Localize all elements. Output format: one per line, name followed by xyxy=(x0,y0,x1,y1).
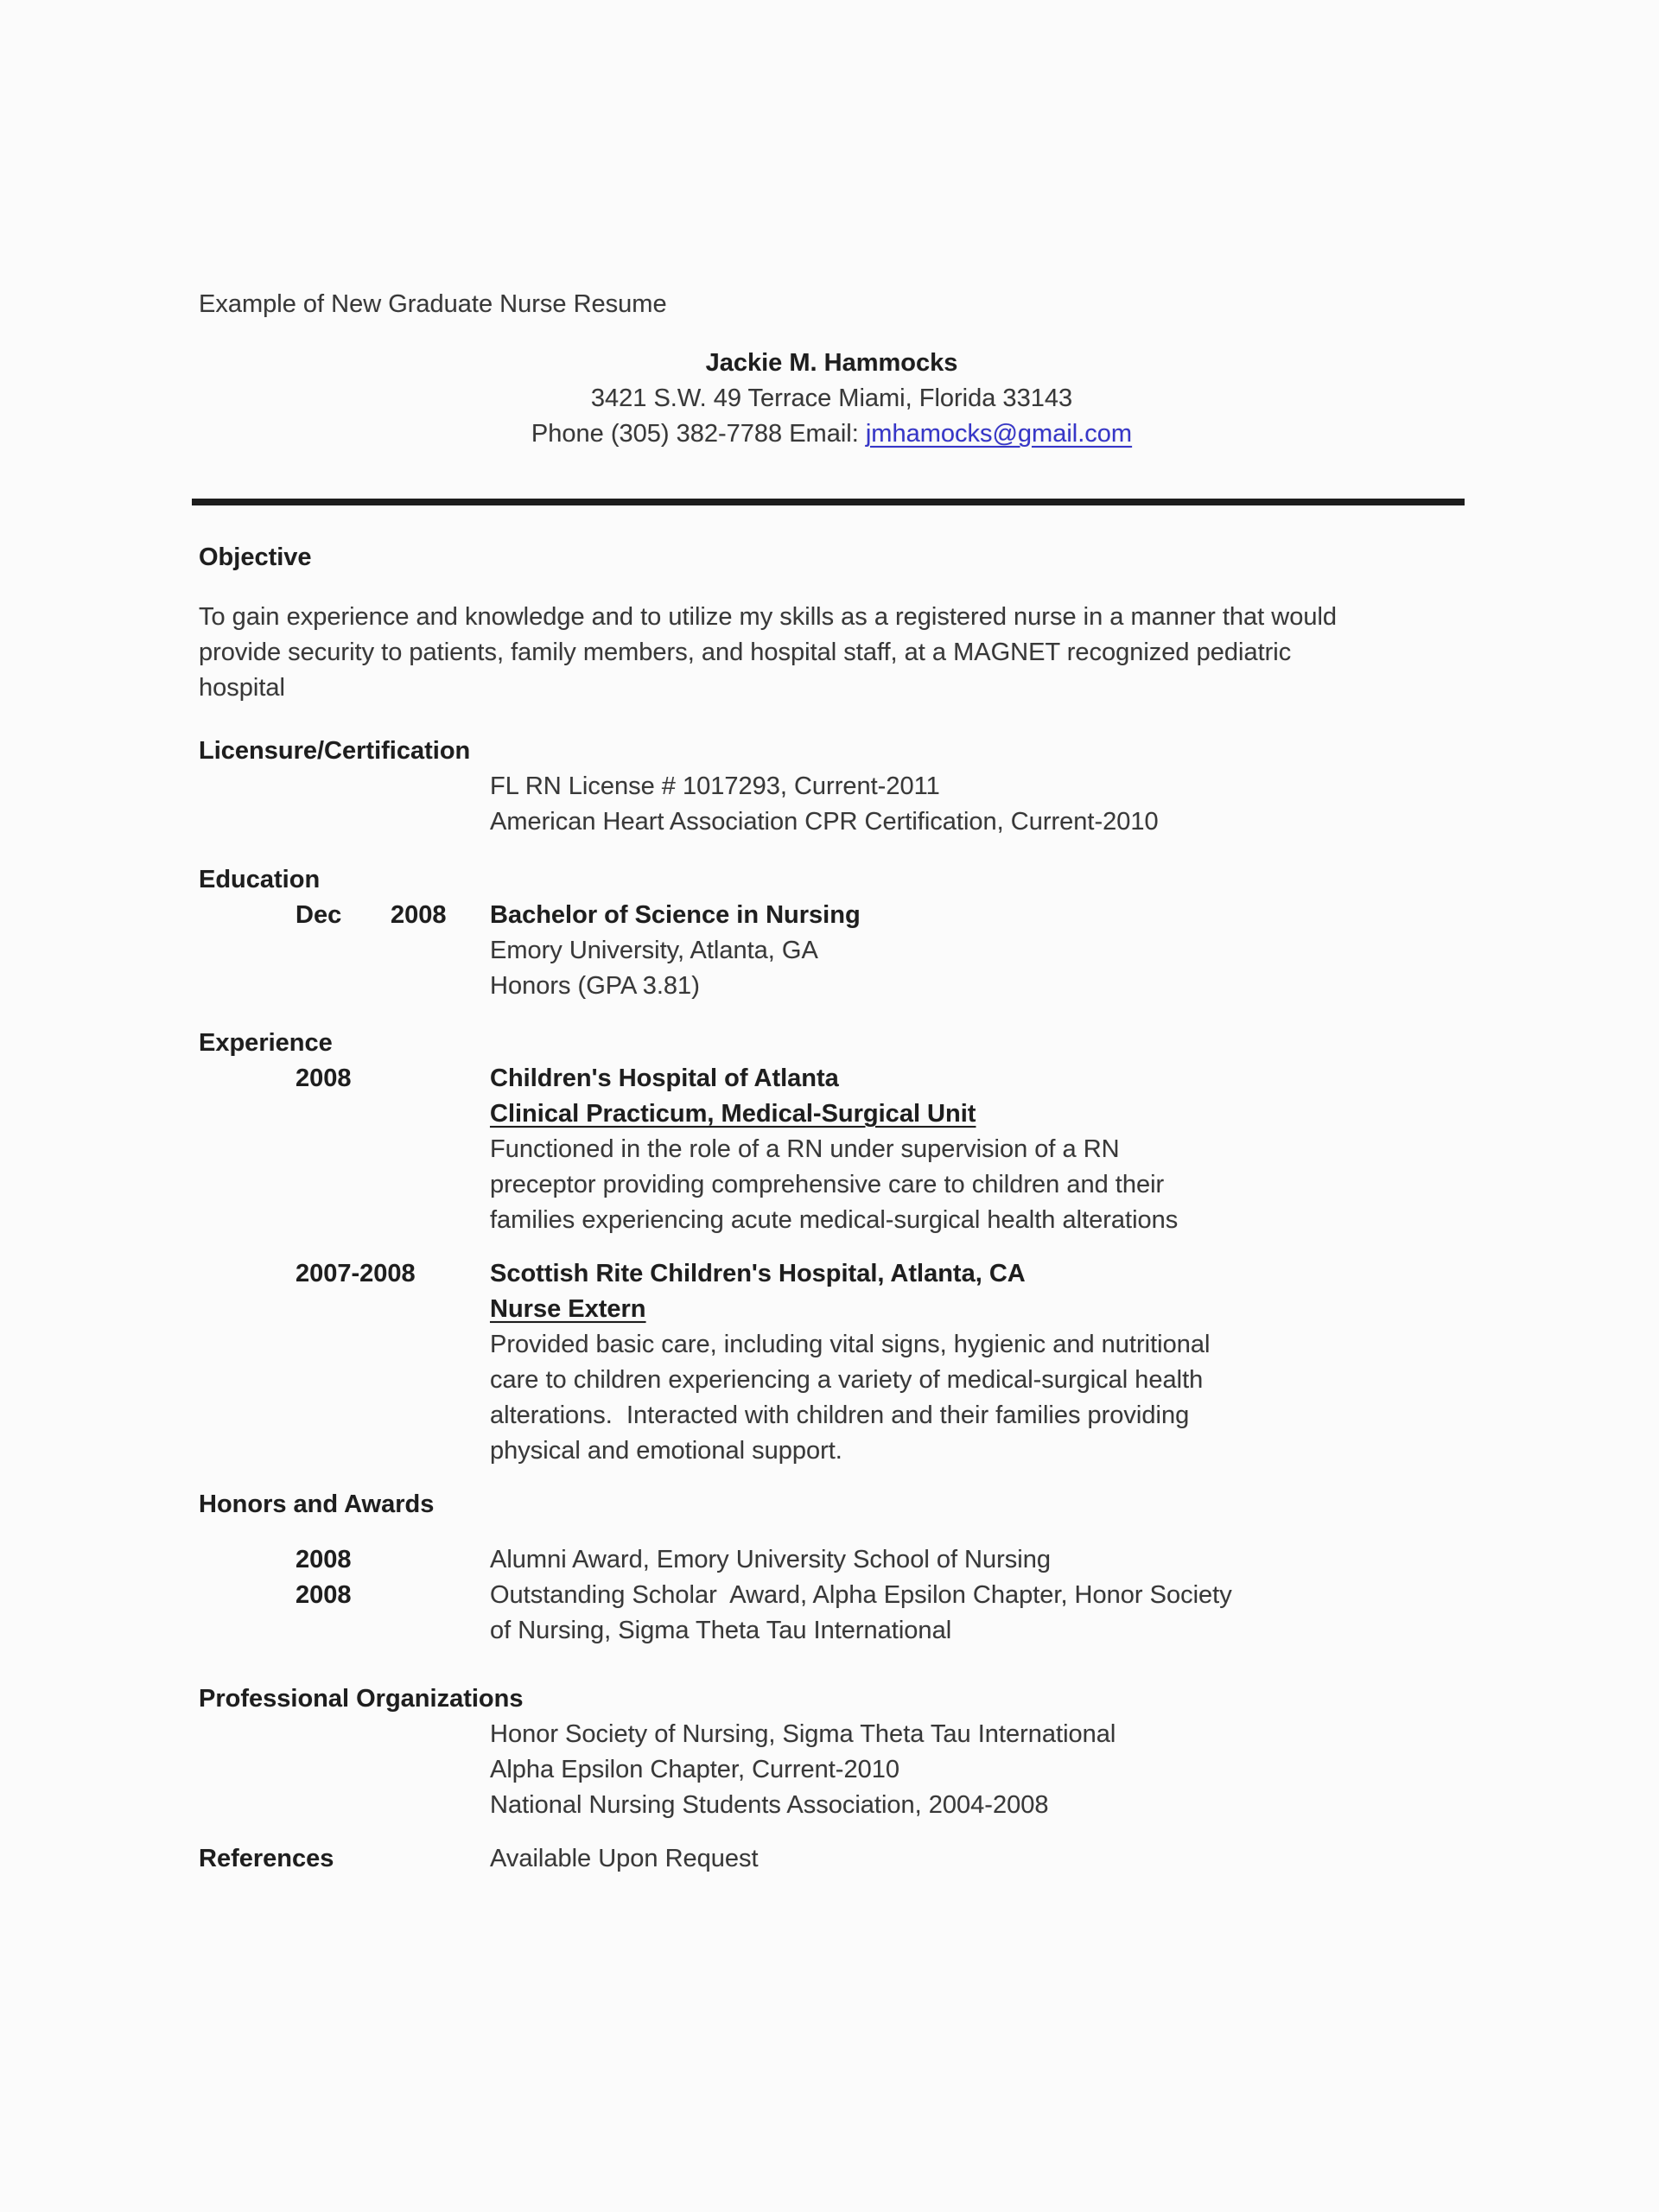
section-references xyxy=(199,1841,1465,1877)
job-description-line: alterations. Interacted with children and their families providing xyxy=(490,1402,1190,1429)
job-description-line: Provided basic care, including vital signs, hygienic and nutritional xyxy=(490,1331,1211,1358)
organization-item: Alpha Epsilon Chapter, Current-2010 xyxy=(490,1756,899,1783)
resume-header xyxy=(199,346,1465,452)
objective-paragraph xyxy=(199,600,1465,706)
job-details xyxy=(490,1061,1465,1238)
section-objective xyxy=(199,540,1465,706)
experience-heading: Experience xyxy=(199,1029,333,1057)
experience-entry xyxy=(199,1256,1465,1469)
references-heading: References xyxy=(199,1845,334,1872)
education-year: 2008 xyxy=(391,901,447,929)
organizations-heading: Professional Organizations xyxy=(199,1685,524,1713)
award-line: of Nursing, Sigma Theta Tau International xyxy=(490,1617,952,1644)
licensure-item: American Heart Association CPR Certification, Current-2010 xyxy=(490,808,1159,836)
objective-line: To gain experience and knowledge and to utilize my skills as a registered nurse in a manner that would xyxy=(199,603,1338,631)
job-description-line: Functioned in the role of a RN under supervision of a RN xyxy=(490,1135,1120,1163)
person-name: Jackie M. Hammocks xyxy=(705,349,958,377)
award-line: Alumni Award, Emory University School of Nursing xyxy=(490,1546,1051,1573)
education-honors: Honors (GPA 3.81) xyxy=(490,972,700,1000)
job-description-line: physical and emotional support. xyxy=(490,1437,842,1465)
education-degree: Bachelor of Science in Nursing xyxy=(490,901,861,929)
award-entry xyxy=(199,1542,1465,1578)
email-link[interactable]: jmhamocks@gmail.com xyxy=(865,420,1133,448)
honors-heading: Honors and Awards xyxy=(199,1491,435,1518)
award-line: Outstanding Scholar Award, Alpha Epsilon Chapter, Honor Society xyxy=(490,1581,1232,1609)
award-year: 2008 xyxy=(296,1546,352,1573)
awards-list xyxy=(199,1542,1465,1649)
licensure-heading: Licensure/Certification xyxy=(199,737,471,765)
section-licensure xyxy=(199,734,1465,840)
job-dates: 2008 xyxy=(296,1065,352,1092)
section-experience xyxy=(199,1026,1465,1469)
job-employer: Children's Hospital of Atlanta xyxy=(490,1065,839,1092)
job-description-line: preceptor providing comprehensive care to children and their xyxy=(490,1171,1165,1198)
job-description-line: families experiencing acute medical-surgical health alterations xyxy=(490,1206,1179,1234)
job-dates: 2007-2008 xyxy=(296,1260,416,1287)
education-school: Emory University, Atlanta, GA xyxy=(490,937,818,964)
award-details xyxy=(490,1578,1465,1649)
education-details xyxy=(490,898,1465,1004)
objective-line: hospital xyxy=(199,674,285,702)
organization-item: National Nursing Students Association, 2004-2008 xyxy=(490,1791,1049,1819)
job-title: Clinical Practicum, Medical-Surgical Unit xyxy=(490,1100,976,1128)
job-employer: Scottish Rite Children's Hospital, Atlanta, CA xyxy=(490,1260,1026,1287)
award-details xyxy=(490,1542,1465,1578)
section-honors xyxy=(199,1487,1465,1649)
section-education xyxy=(199,862,1465,1004)
address-line: 3421 S.W. 49 Terrace Miami, Florida 33143 xyxy=(590,385,1073,412)
section-divider xyxy=(192,499,1465,505)
education-entry xyxy=(199,898,1465,1004)
experience-entry xyxy=(199,1061,1465,1238)
section-organizations xyxy=(199,1681,1465,1823)
licensure-item: FL RN License # 1017293, Current-2011 xyxy=(490,772,940,800)
objective-heading: Objective xyxy=(199,543,312,571)
education-date xyxy=(199,898,490,933)
phone-email-label: Phone (305) 382-7788 Email: xyxy=(531,420,866,448)
award-year: 2008 xyxy=(296,1581,352,1609)
job-description-line: care to children experiencing a variety of medical-surgical health xyxy=(490,1366,1204,1394)
document-label: Example of New Graduate Nurse Resume xyxy=(199,290,667,318)
objective-line: provide security to patients, family members, and hospital staff, at a MAGNET recognized pediatric xyxy=(199,639,1292,666)
job-title: Nurse Extern xyxy=(490,1295,646,1323)
education-month: Dec xyxy=(296,901,342,929)
references-value: Available Upon Request xyxy=(490,1845,759,1872)
contact-line xyxy=(199,416,1465,452)
organization-item: Honor Society of Nursing, Sigma Theta Tau International xyxy=(490,1720,1116,1748)
education-heading: Education xyxy=(199,866,321,893)
award-entry xyxy=(199,1578,1465,1649)
job-details xyxy=(490,1256,1465,1469)
